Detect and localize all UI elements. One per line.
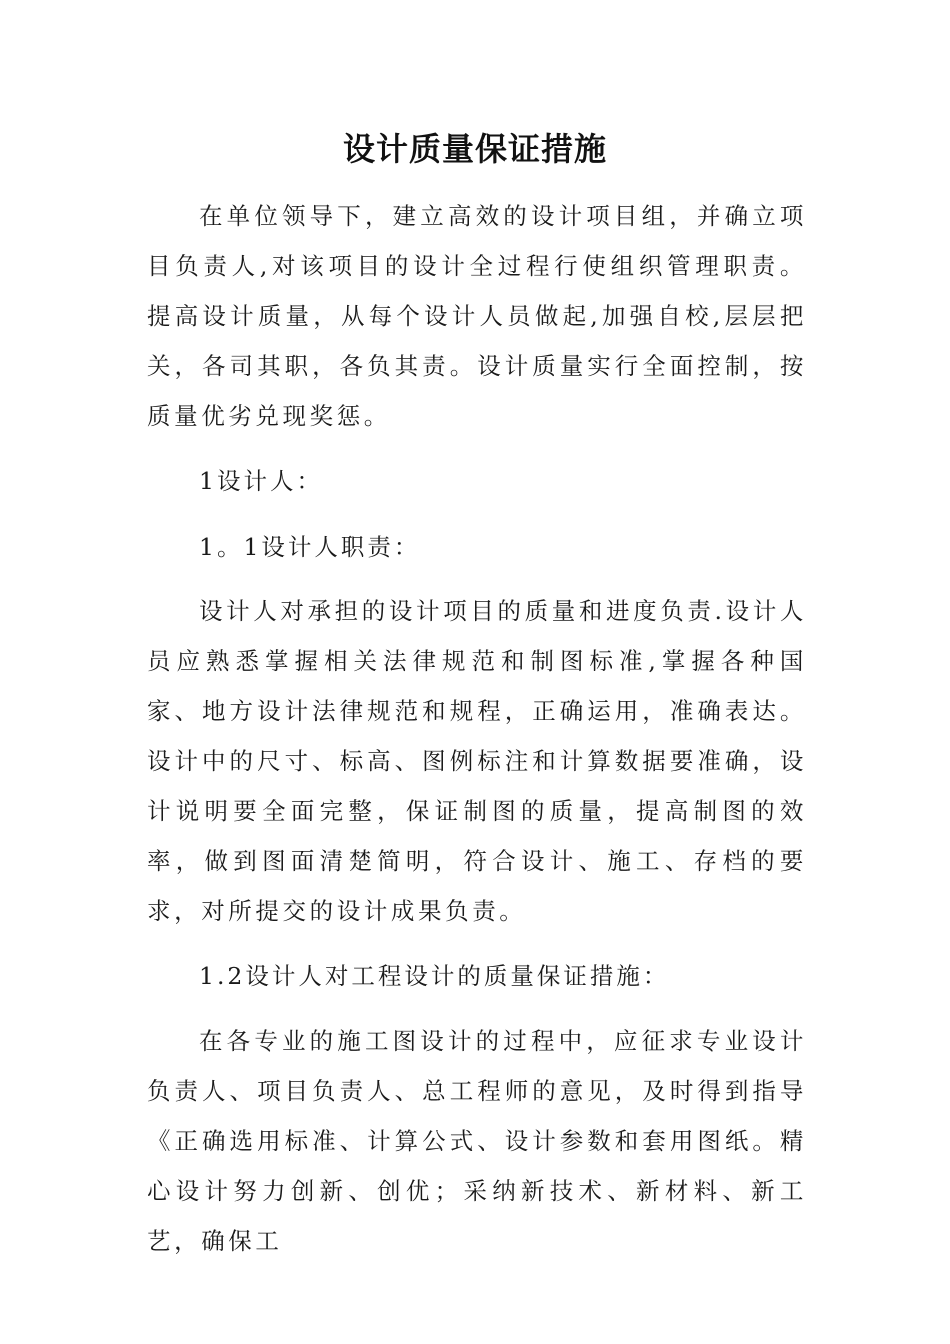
paragraph-designer-duties: 设计人对承担的设计项目的质量和进度负责.设计人员应熟悉掌握相关法律规范和制图标准,掌握各种国家、地方设计法律规范和规程，正确运用，准确表达。设计中的尺寸、标高、图例标注和计算数据要准确，设计说明要全面完整，保证制图的质量，提高制图的效率，做到图面清楚简明，符合设计、施工、存档的要求，对所提交的设计成果负责。 [147,597,807,925]
subsection-heading-designer-duties: 1。1设计人职责： [199,533,421,561]
subsection-heading-quality-measures: 1.2设计人对工程设计的质量保证措施： [199,962,670,990]
paragraph-quality-measures: 在各专业的施工图设计的过程中，应征求专业设计负责人、项目负责人、总工程师的意见，及时得到指导《正确选用标准、计算公式、设计参数和套用图纸。精心设计努力创新、创优；采纳新技术、新材料、新工艺，确保工 [147,1027,807,1255]
document-title: 设计质量保证措施 [342,130,607,168]
section-heading-designer: 1设计人： [199,467,323,495]
paragraph-intro: 在单位领导下，建立高效的设计项目组，并确立项目负责人,对该项目的设计全过程行使组织管理职责。提高设计质量，从每个设计人员做起,加强自校,层层把关，各司其职，各负其责。设计质量实行全面控制，按质量优劣兑现奖惩。 [147,202,807,430]
